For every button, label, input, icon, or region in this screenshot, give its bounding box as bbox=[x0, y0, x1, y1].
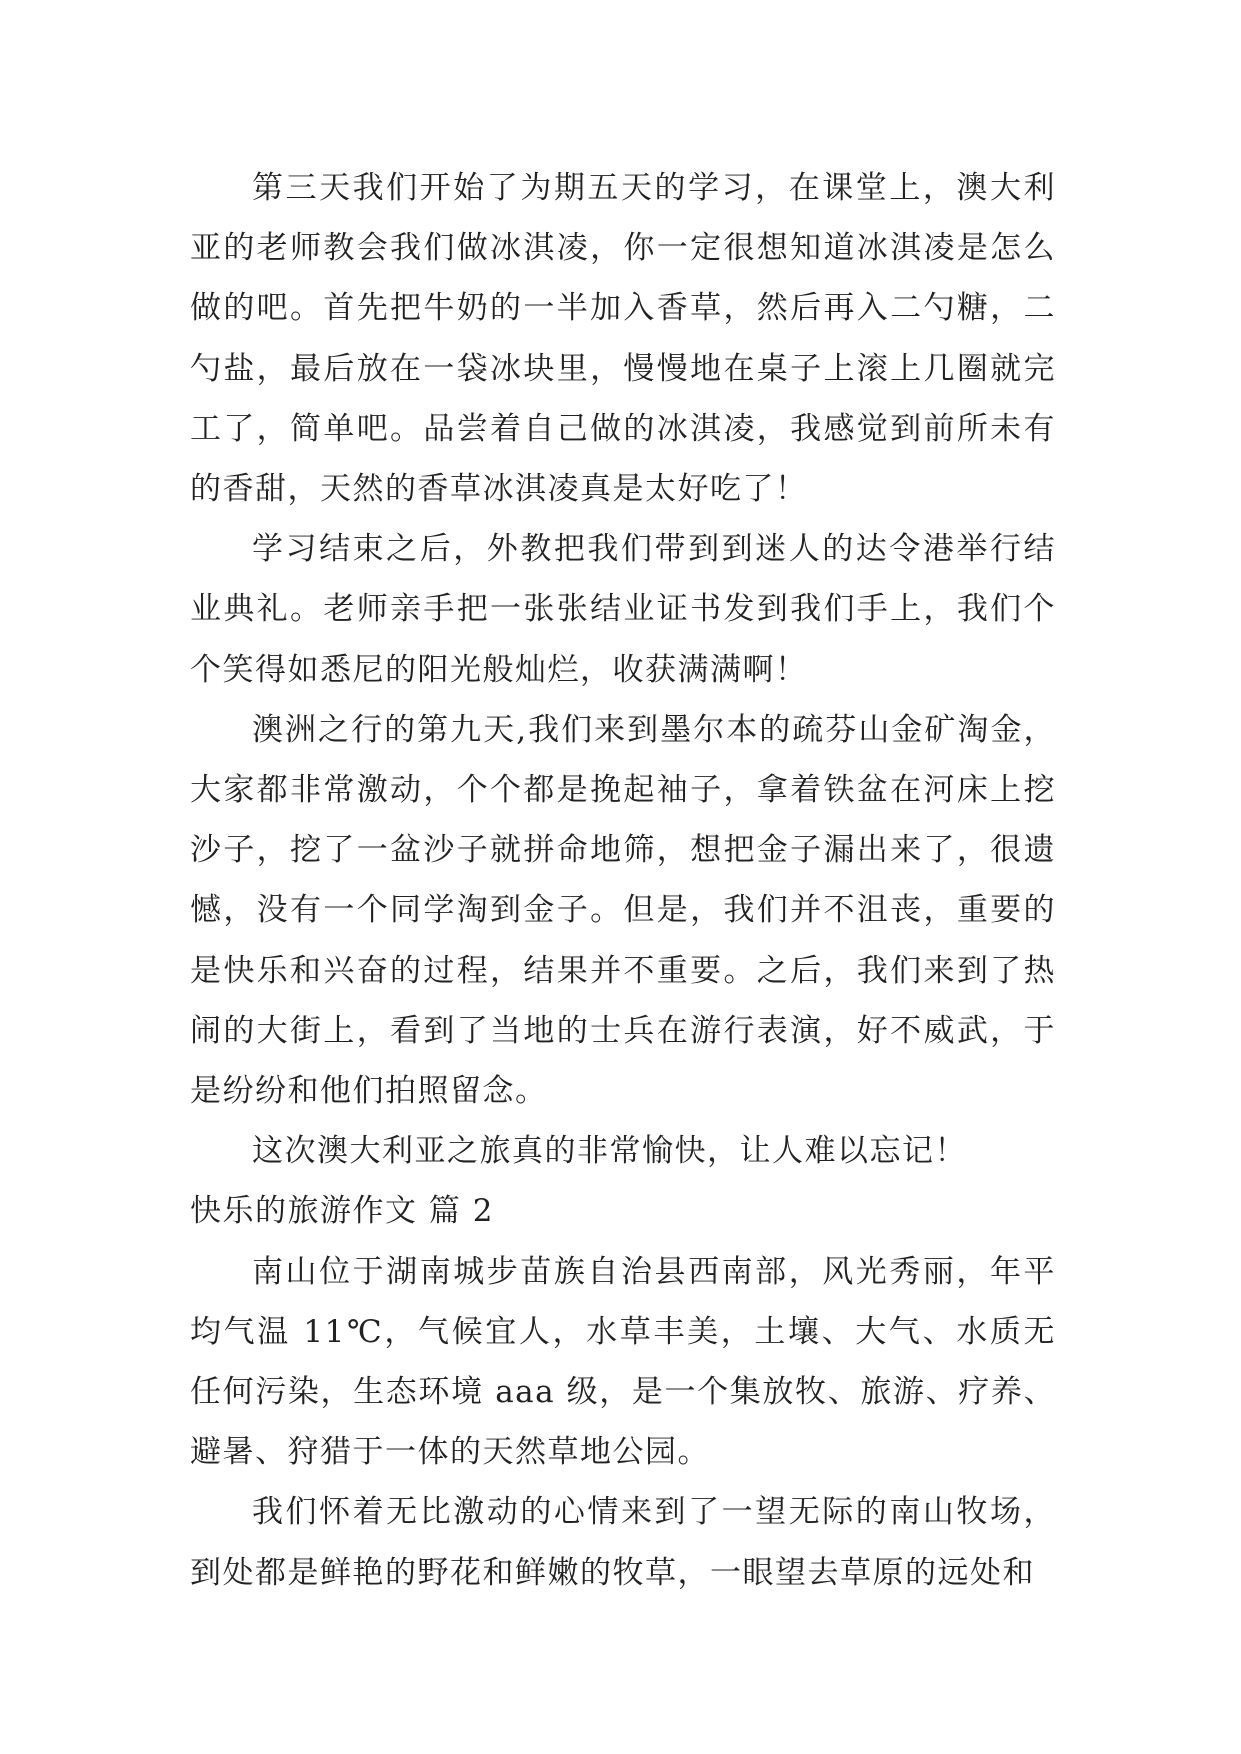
document-body bbox=[190, 158, 1056, 1603]
paragraph-nanshan-intro: 南山位于湖南城步苗族自治县西南部，风光秀丽，年平均气温 11℃，气候宜人，水草丰美，土壤、大气、水质无任何污染，生态环境 aaa 级，是一个集放牧、旅游、疗养、避暑、狩猎于一体的天然草地公园。 bbox=[190, 1253, 1056, 1471]
paragraph-graduation-ceremony: 学习结束之后，外教把我们带到到迷人的达令港举行结业典礼。老师亲手把一张张结业证书发到我们手上，我们个个笑得如悉尼的阳光般灿烂，收获满满啊！ bbox=[190, 531, 1056, 688]
section-heading: 快乐的旅游作文 篇 2 bbox=[190, 1193, 494, 1230]
paragraph-nanshan-arrival: 我们怀着无比激动的心情来到了一望无际的南山牧场，到处都是鲜艳的野花和鲜嫩的牧草，一眼望去草原的远处和 bbox=[190, 1494, 1056, 1591]
paragraph-trip-conclusion: 这次澳大利亚之旅真的非常愉快，让人难以忘记！ bbox=[252, 1133, 967, 1170]
paragraph-ice-cream-lesson: 第三天我们开始了为期五天的学习，在课堂上，澳大利亚的老师教会我们做冰淇凌，你一定很想知道冰淇凌是怎么做的吧。首先把牛奶的一半加入香草，然后再入二勺糖，二勺盐，最后放在一袋冰块里，慢慢地在桌子上滚上几圈就完工了，简单吧。品尝着自己做的冰淇凌，我感觉到前所未有的香甜，天然的香草冰淇凌真是太好吃了！ bbox=[190, 170, 1056, 508]
paragraph-gold-panning: 澳洲之行的第九天,我们来到墨尔本的疏芬山金矿淘金，大家都非常激动，个个都是挽起袖子，拿着铁盆在河床上挖沙子，挖了一盆沙子就拼命地筛，想把金子漏出来了，很遗憾，没有一个同学淘到金子。但是，我们并不沮丧，重要的是快乐和兴奋的过程，结果并不重要。之后，我们来到了热闹的大街上，看到了当地的士兵在游行表演，好不威武，于是纷纷和他们拍照留念。 bbox=[190, 711, 1056, 1110]
